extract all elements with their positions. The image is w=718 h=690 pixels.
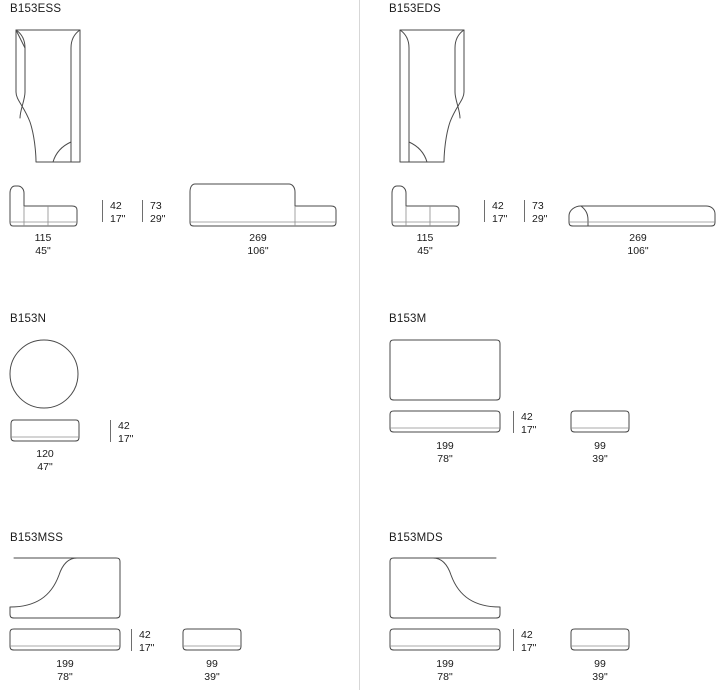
item-b153mds (389, 532, 443, 544)
imperial-value: 78" (57, 670, 73, 683)
metric-value: 42 (139, 629, 151, 641)
item-b153n (10, 313, 46, 325)
b153n-plan-view (9, 339, 79, 409)
b153ess-front-elevation (10, 186, 77, 228)
b153m-depth-dim (570, 440, 630, 465)
b153mss-depth-dim (182, 658, 242, 683)
front-elevation-icon (9, 628, 121, 652)
b153ess-side-elevation (189, 184, 337, 228)
imperial-value: 47" (37, 460, 53, 473)
side-elevation-icon (570, 628, 630, 652)
b153eds-back-height-dim (532, 200, 547, 225)
b153mss-seat-height-tick (131, 629, 132, 651)
b153n-front-elevation (10, 419, 80, 443)
item-b153eds (389, 3, 441, 15)
side-elevation-icon (570, 410, 630, 434)
metric-value: 199 (56, 658, 74, 670)
metric-value: 42 (521, 629, 533, 641)
rectangular-ottoman-plan-icon (389, 339, 501, 401)
b153mds-front-elevation (389, 628, 501, 652)
b153n-diameter-dim (14, 448, 76, 473)
metric-value: 99 (206, 658, 218, 670)
b153mds-seat-height-dim (521, 629, 536, 654)
front-elevation-icon (10, 186, 77, 228)
b153ess-width-dim (12, 232, 74, 257)
imperial-value: 39" (204, 670, 220, 683)
front-elevation-icon (389, 628, 501, 652)
metric-value: 73 (532, 200, 544, 212)
item-code-b153eds: B153EDS (389, 3, 441, 15)
item-code-b153mss: B153MSS (10, 532, 64, 544)
metric-value: 99 (594, 658, 606, 670)
b153m-plan-view (389, 339, 501, 401)
metric-value: 42 (521, 411, 533, 423)
b153mds-plan-view (389, 557, 501, 619)
metric-value: 115 (34, 232, 52, 244)
item-code-b153n: B153N (10, 313, 47, 325)
b153mds-seat-height-tick (513, 629, 514, 651)
item-code-b153m: B153M (389, 313, 427, 325)
b153n-seat-height-tick (110, 420, 111, 442)
item-b153m (389, 313, 426, 325)
side-elevation-icon (568, 184, 716, 228)
item-code-b153ess: B153ESS (10, 3, 62, 15)
b153n-seat-height-dim (118, 420, 133, 445)
b153eds-back-height-tick (524, 200, 525, 222)
b153ess-back-height-tick (142, 200, 143, 222)
imperial-value: 106" (627, 244, 649, 257)
b153mds-depth-dim (570, 658, 630, 683)
item-code-b153mds: B153MDS (389, 532, 443, 544)
metric-value: 99 (594, 440, 606, 452)
imperial-value: 17" (118, 432, 134, 445)
shaped-ottoman-left-plan-icon (9, 557, 121, 619)
metric-value: 269 (629, 232, 647, 244)
imperial-value: 17" (521, 423, 537, 436)
metric-value: 120 (36, 448, 54, 460)
item-b153ess (10, 3, 61, 15)
b153m-seat-height-tick (513, 411, 514, 433)
imperial-value: 106" (247, 244, 269, 257)
b153mds-side-elevation (570, 628, 630, 652)
imperial-value: 45" (35, 244, 51, 257)
b153m-length-dim (414, 440, 476, 465)
imperial-value: 39" (592, 670, 608, 683)
b153mds-length-dim (414, 658, 476, 683)
imperial-value: 39" (592, 452, 608, 465)
imperial-value: 78" (437, 670, 453, 683)
b153eds-front-elevation (392, 186, 459, 228)
b153m-side-elevation (570, 410, 630, 434)
metric-value: 42 (118, 420, 130, 432)
front-elevation-icon (10, 419, 80, 443)
imperial-value: 17" (521, 641, 537, 654)
metric-value: 115 (416, 232, 434, 244)
b153eds-seat-height-dim (492, 200, 507, 225)
metric-value: 199 (436, 658, 454, 670)
b153mss-side-elevation (182, 628, 242, 652)
b153ess-plan-view (8, 22, 88, 162)
b153m-front-elevation (389, 410, 501, 434)
b153eds-plan-view (392, 22, 472, 162)
shaped-ottoman-right-plan-icon (389, 557, 501, 619)
imperial-value: 29" (150, 212, 166, 225)
b153mss-seat-height-dim (139, 629, 154, 654)
b153eds-side-elevation (568, 184, 716, 228)
corner-chaise-right-plan-icon (392, 22, 472, 162)
b153m-seat-height-dim (521, 411, 536, 436)
imperial-value: 78" (437, 452, 453, 465)
imperial-value: 29" (532, 212, 548, 225)
imperial-value: 17" (139, 641, 155, 654)
vertical-divider (359, 0, 360, 690)
front-elevation-icon (392, 186, 459, 228)
b153mss-plan-view (9, 557, 121, 619)
side-elevation-icon (182, 628, 242, 652)
b153mss-length-dim (34, 658, 96, 683)
metric-value: 199 (436, 440, 454, 452)
imperial-value: 17" (492, 212, 508, 225)
b153eds-seat-height-tick (484, 200, 485, 222)
imperial-value: 45" (417, 244, 433, 257)
metric-value: 269 (249, 232, 267, 244)
b153ess-length-dim (222, 232, 294, 257)
metric-value: 42 (110, 200, 122, 212)
b153ess-seat-height-tick (102, 200, 103, 222)
b153eds-width-dim (394, 232, 456, 257)
b153ess-back-height-dim (150, 200, 165, 225)
imperial-value: 17" (110, 212, 126, 225)
metric-value: 42 (492, 200, 504, 212)
side-elevation-icon (189, 184, 337, 228)
item-b153mss (10, 532, 63, 544)
corner-chaise-left-plan-icon (8, 22, 88, 162)
metric-value: 73 (150, 200, 162, 212)
b153mss-front-elevation (9, 628, 121, 652)
b153ess-seat-height-dim (110, 200, 125, 225)
b153eds-length-dim (602, 232, 674, 257)
round-ottoman-plan-icon (9, 339, 79, 409)
front-elevation-icon (389, 410, 501, 434)
